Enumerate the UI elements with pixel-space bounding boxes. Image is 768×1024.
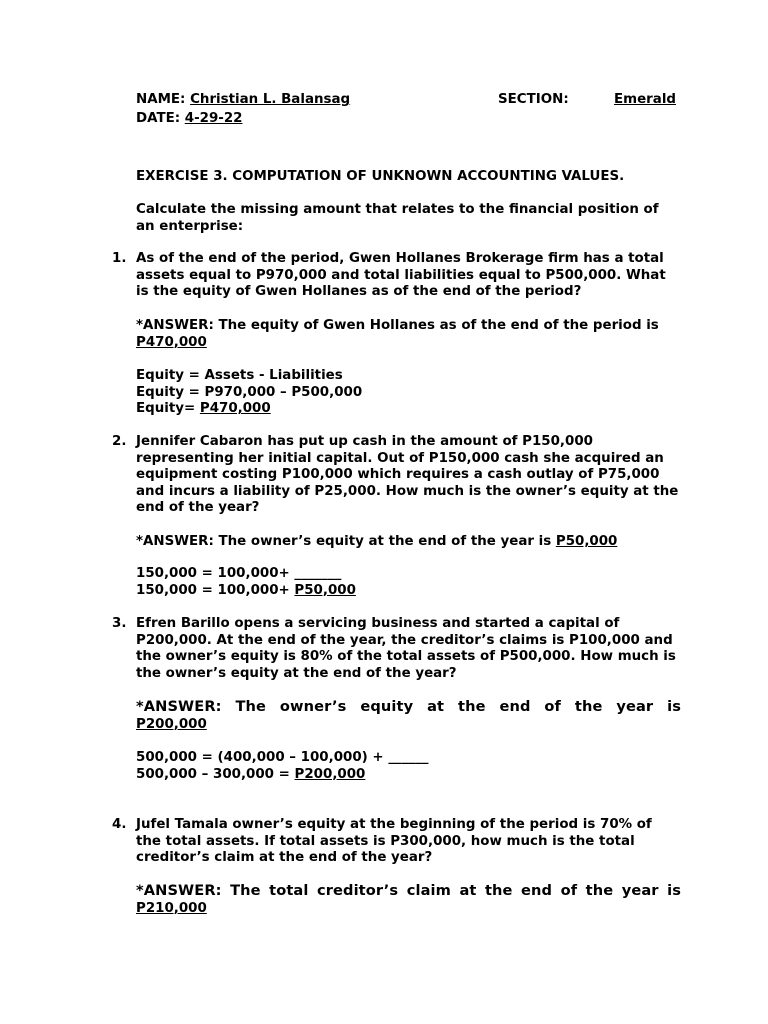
item-number: 2. <box>112 434 127 449</box>
answer-text: *ANSWER: The equity of Gwen Hollanes as of the end of the period is <box>136 318 659 333</box>
work-line <box>136 767 681 784</box>
question-item-1 <box>112 251 681 301</box>
answer-text: *ANSWER: The owner’s equity at the end of the year is <box>136 698 681 715</box>
work-prefix: 500,000 – 300,000 = <box>136 766 295 782</box>
date-value: 4-29-22 <box>184 111 243 126</box>
item-number: 3. <box>112 616 127 631</box>
question-item-3 <box>112 616 681 682</box>
work-result: P200,000 <box>294 766 366 782</box>
work-prefix: 150,000 = 100,000+ <box>136 582 295 598</box>
answer-value: P200,000 <box>136 716 207 732</box>
work-line: Equity = Assets - Liabilities <box>136 368 343 383</box>
work-1 <box>136 368 681 418</box>
instructions: Calculate the missing amount that relates to the financial position of an enterprise: <box>136 202 659 234</box>
item-number: 4. <box>112 817 127 832</box>
work-line: 150,000 = 100,000+ _______ <box>136 566 342 581</box>
answer-value: P50,000 <box>555 534 618 549</box>
answer-value: P470,000 <box>136 334 207 350</box>
question-text: As of the end of the period, Gwen Hollanes Brokerage firm has a total assets equal to P970,000 and total liabilities equal to P500,000. What is the equity of Gwen Hollanes as of the end of the period? <box>136 251 666 300</box>
work-result: P50,000 <box>294 582 356 598</box>
name-value: Christian L. Balansag <box>190 92 351 107</box>
exercise-title: EXERCISE 3. COMPUTATION OF UNKNOWN ACCOUNTING VALUES. <box>136 169 625 184</box>
question-text: Jufel Tamala owner’s equity at the beginning of the period is 70% of the total assets. If total assets is P300,000, how much is the total creditor’s claim at the end of the year? <box>136 817 652 866</box>
name-label: NAME: <box>136 92 186 107</box>
answer-1 <box>136 318 681 351</box>
date-label: DATE: <box>136 111 181 126</box>
work-result: P470,000 <box>199 401 271 417</box>
question-text: Jennifer Cabaron has put up cash in the amount of P150,000 representing her initial capital. Out of P150,000 cash she acquired an equipment costing P100,000 which requires a cash outlay of P75,000 and incurs a liability of P25,000. How much is the owner’s equity at the end of the year? <box>136 434 679 516</box>
answer-3 <box>136 699 681 733</box>
section-value: Emerald <box>614 92 676 107</box>
question-text: Efren Barillo opens a servicing business and started a capital of P200,000. At the end of the year, the creditor’s claims is P100,000 and the owner’s equity is 80% of the total assets of P500,000. How much is the owner’s equity at the end of the year? <box>136 616 676 681</box>
name-line <box>136 92 350 109</box>
section-label: SECTION: <box>498 92 569 107</box>
answer-line <box>136 534 681 551</box>
work-line <box>136 401 681 418</box>
work-2 <box>136 566 681 599</box>
work-prefix: Equity= <box>136 401 200 417</box>
answer-text: *ANSWER: The total creditor’s claim at the end of the year is <box>136 882 681 899</box>
item-number: 1. <box>112 251 127 266</box>
work-3 <box>136 750 681 783</box>
question-item-2 <box>112 434 681 517</box>
answer-text: *ANSWER: The owner’s equity at the end of the year is <box>136 534 556 549</box>
work-line: Equity = P970,000 – P500,000 <box>136 384 363 400</box>
question-item-4 <box>112 817 681 867</box>
answer-4 <box>136 883 681 917</box>
answer-value: P210,000 <box>136 900 207 916</box>
work-line <box>136 583 681 600</box>
date-line <box>136 111 242 128</box>
work-line: 500,000 = (400,000 – 100,000) + ______ <box>136 750 429 765</box>
answer-2 <box>136 534 681 551</box>
